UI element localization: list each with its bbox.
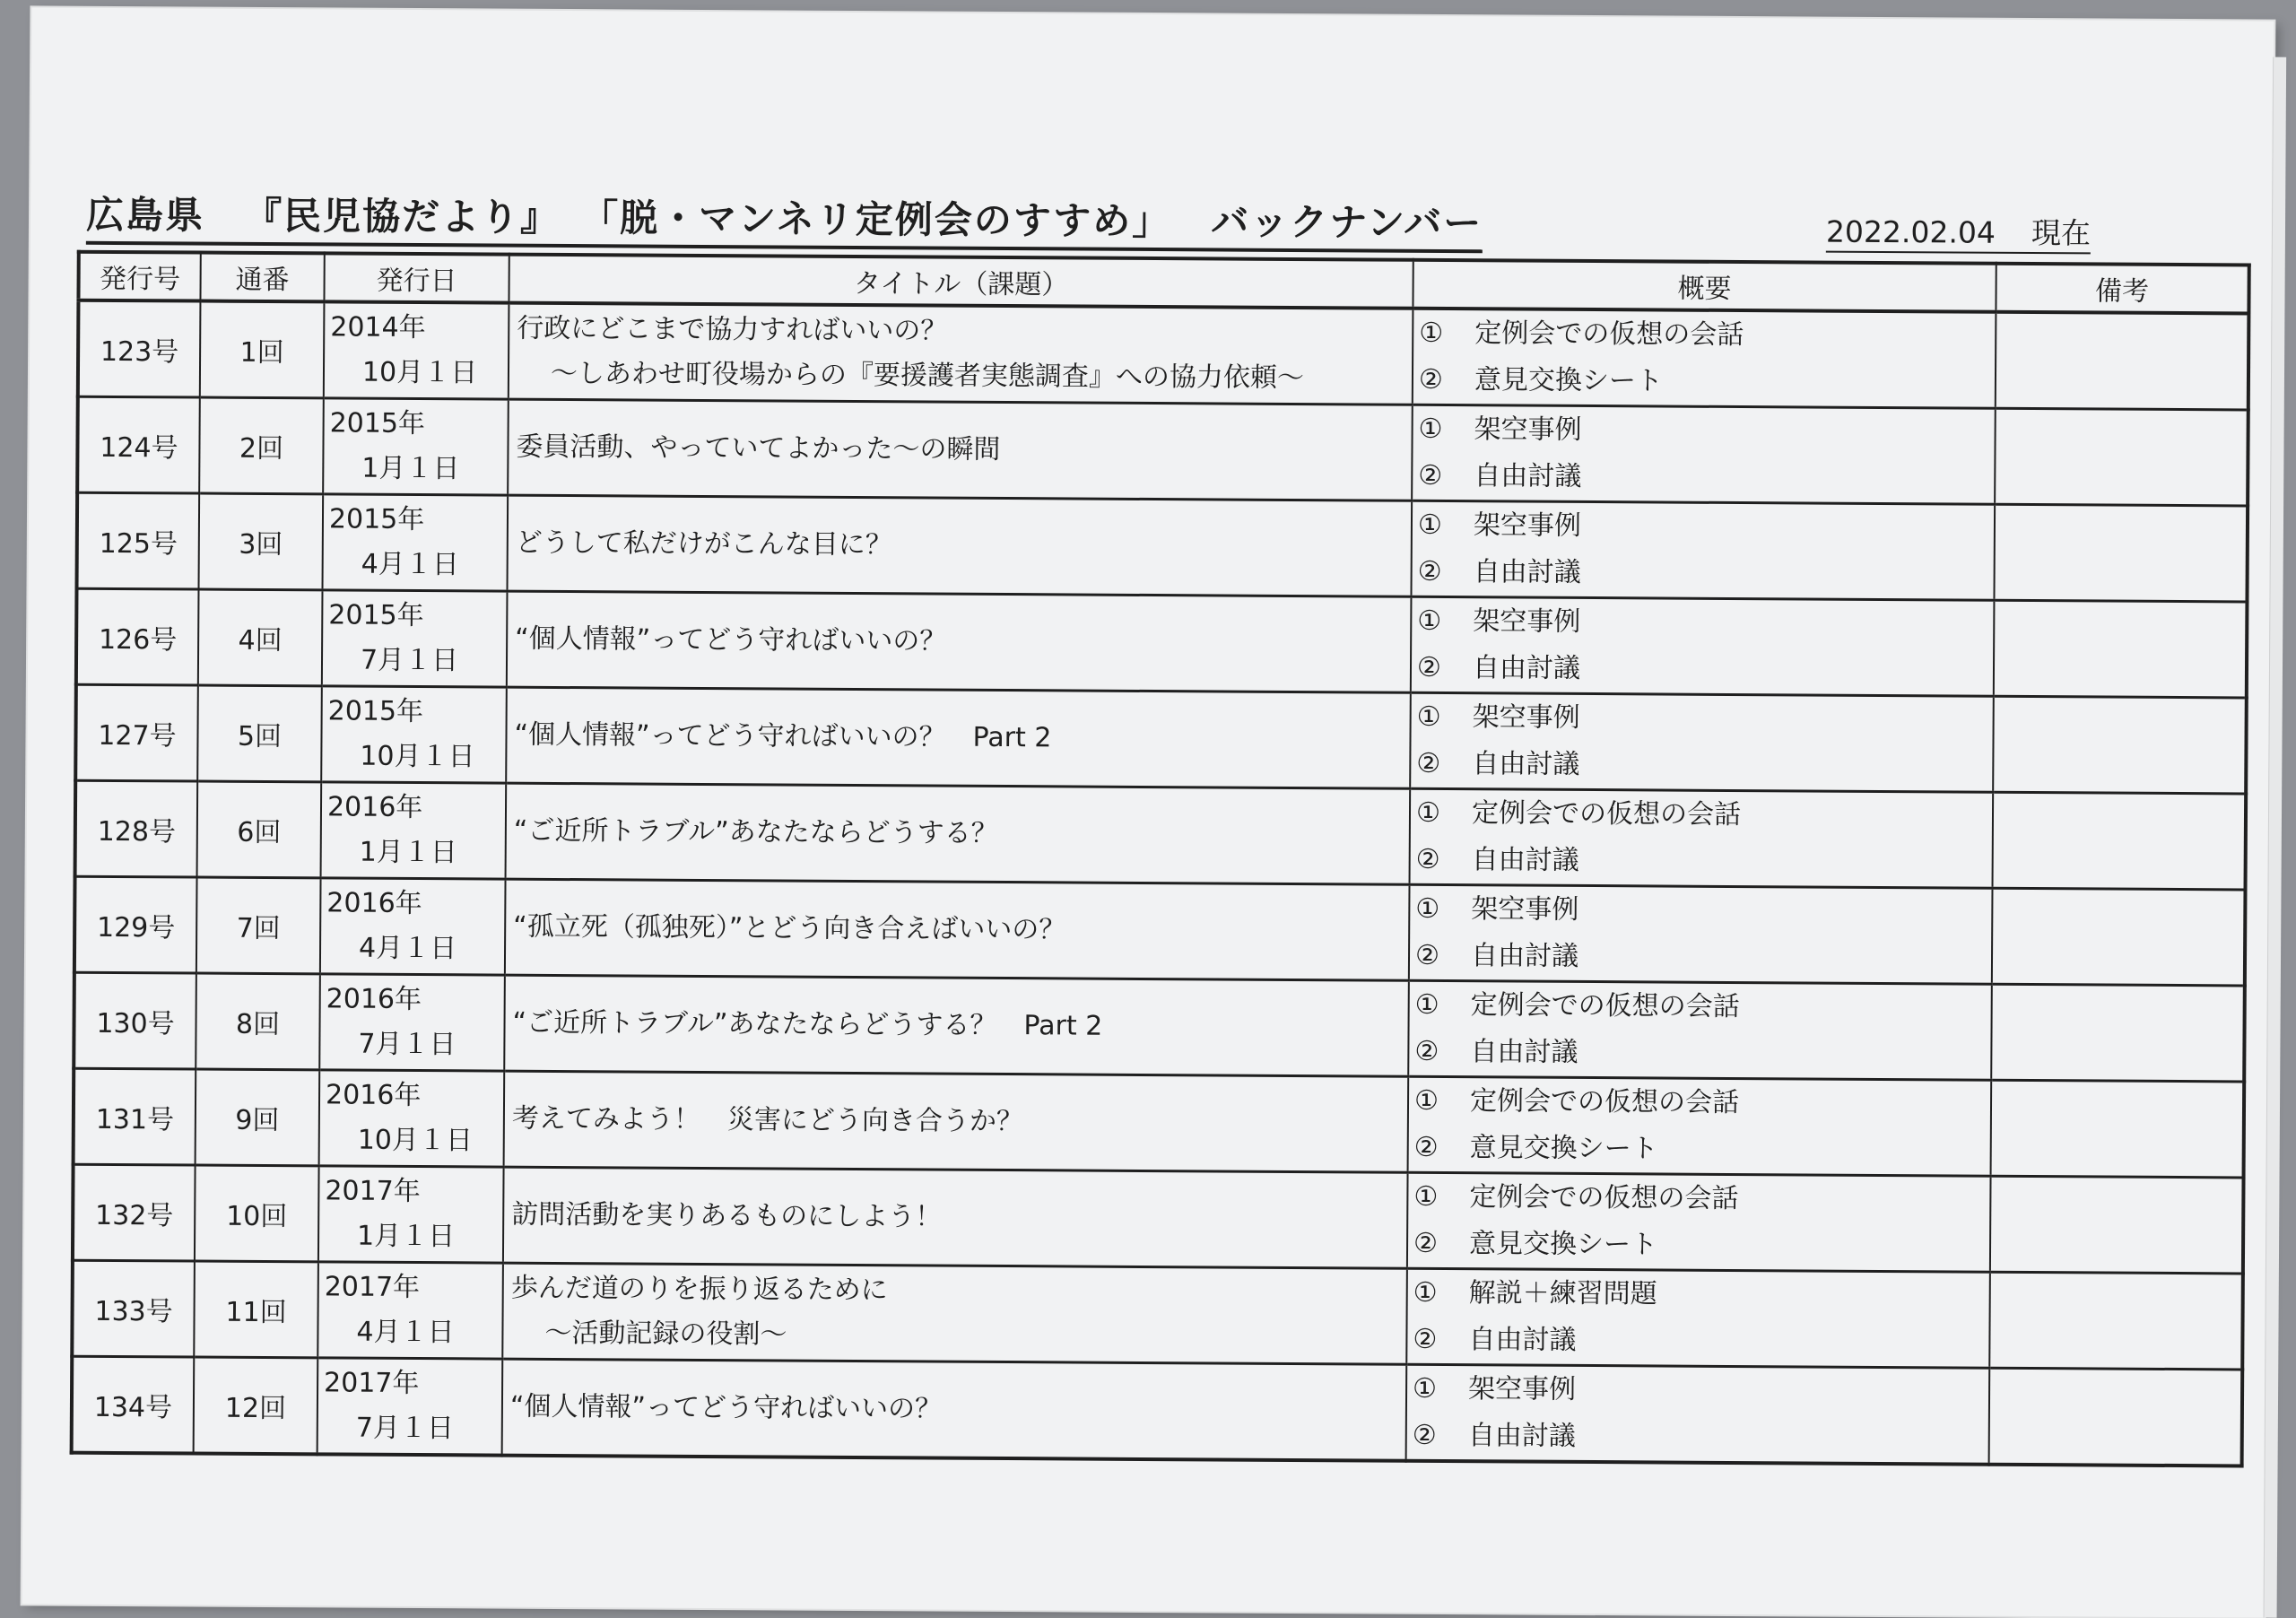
- issue-year: 2017年: [323, 1367, 420, 1400]
- summary-item-1: [1416, 694, 1992, 744]
- issue-number: 129号: [74, 876, 197, 973]
- issue-year: 2015年: [327, 695, 424, 728]
- summary-item-1-text: 解説＋練習問題: [1468, 1277, 1657, 1310]
- col-header-seq: 通番: [200, 253, 324, 302]
- issue-year: 2016年: [325, 1079, 422, 1112]
- issue-number: 124号: [77, 396, 200, 493]
- serial-number: 10回: [195, 1165, 319, 1262]
- issue-date: [318, 1166, 504, 1263]
- summary-item-2: [1417, 549, 1993, 599]
- summary-item-1-text: 架空事例: [1471, 893, 1579, 926]
- issue-year: 2014年: [330, 311, 426, 344]
- summary: [1409, 884, 1993, 984]
- issue-date: [323, 398, 509, 495]
- table-row: [77, 396, 2248, 506]
- summary: [1406, 1268, 1990, 1368]
- title-prefecture: 広島県: [85, 192, 205, 238]
- topic-title-main: “孤立死（孤独死）”とどう向き合えばいいの？: [513, 910, 1066, 946]
- document-title: [86, 186, 1483, 254]
- summary-item-1: [1417, 598, 1993, 648]
- topic-title-main: 行政にどこまで協力すればいいの？: [517, 312, 948, 347]
- as-of-date: [1826, 209, 2091, 255]
- serial-number: 8回: [196, 973, 320, 1070]
- issue-number: 125号: [77, 492, 200, 589]
- issue-monthday: 4月１日: [361, 548, 459, 581]
- summary-item-2-text: 自由討議: [1468, 1324, 1577, 1356]
- summary-item-1-text: 架空事例: [1467, 1373, 1577, 1405]
- issue-monthday: 7月１日: [358, 1028, 457, 1061]
- summary-item-1-num: ①: [1419, 317, 1444, 350]
- document-header: [86, 177, 2257, 262]
- summary-item-1: [1413, 1366, 1988, 1416]
- issue-date: [322, 494, 508, 591]
- issue-year: 2016年: [326, 983, 422, 1016]
- remarks: [1996, 312, 2249, 410]
- table-row: [76, 588, 2248, 698]
- summary-item-2-num: ②: [1413, 1131, 1439, 1163]
- summary-item-1: [1416, 790, 1992, 840]
- summary-item-2-num: ②: [1413, 1227, 1439, 1259]
- summary-item-2-text: 自由討議: [1467, 1420, 1576, 1452]
- topic-title: [502, 1359, 1407, 1461]
- topic-title: [509, 303, 1413, 405]
- issue-year: 2015年: [328, 599, 424, 632]
- remarks: [1989, 1272, 2243, 1370]
- serial-number: 12回: [194, 1357, 318, 1454]
- summary-item-2-text: 自由討議: [1473, 556, 1581, 588]
- issue-number: 134号: [72, 1356, 195, 1453]
- summary: [1408, 980, 1992, 1080]
- summary-item-2-text: 自由討議: [1471, 844, 1579, 876]
- summary-item-2: [1417, 645, 1993, 695]
- summary-item-1: [1413, 1174, 1989, 1224]
- issue-number: 128号: [75, 780, 198, 877]
- summary-item-1: [1418, 502, 1994, 552]
- issue-monthday: 1月１日: [356, 1220, 456, 1253]
- topic-title: [507, 495, 1412, 596]
- summary-item-1-text: 定例会での仮想の会話: [1469, 1181, 1739, 1215]
- remarks: [1990, 1176, 2244, 1274]
- summary-item-1-text: 定例会での仮想の会話: [1470, 989, 1740, 1023]
- topic-title: [506, 687, 1411, 788]
- remarks: [1994, 600, 2248, 698]
- topic-title-main: どうして私だけがこんな目に？: [515, 526, 892, 561]
- topic-title: [503, 1167, 1408, 1268]
- summary-item-2-text: 自由討議: [1474, 460, 1582, 492]
- remarks: [1993, 792, 2247, 890]
- serial-number: 3回: [199, 493, 324, 590]
- summary-item-1-num: ①: [1413, 1180, 1439, 1213]
- remarks: [1995, 408, 2248, 506]
- table-row: [77, 492, 2248, 602]
- issue-number: 132号: [73, 1164, 196, 1261]
- issue-year: 2016年: [326, 791, 423, 824]
- table-row: [74, 972, 2245, 1082]
- summary-item-2-num: ②: [1414, 939, 1440, 971]
- summary-item-1: [1419, 310, 1995, 361]
- issue-number: 126号: [76, 588, 199, 685]
- topic-title-main: “ご近所トラブル”あなたならどうする？: [513, 814, 998, 849]
- issue-monthday: 7月１日: [355, 1412, 454, 1445]
- serial-number: 9回: [196, 1069, 320, 1166]
- summary-item-1-text: 定例会での仮想の会話: [1474, 318, 1744, 352]
- summary-item-2-num: ②: [1417, 555, 1442, 587]
- issue-monthday: 10月１日: [357, 1124, 474, 1157]
- summary-item-1: [1414, 1078, 1990, 1128]
- serial-number: 5回: [197, 685, 322, 782]
- issue-monthday: 10月１日: [361, 356, 478, 389]
- issue-monthday: 1月１日: [359, 836, 457, 869]
- issue-year: 2015年: [329, 407, 426, 440]
- table-row: [78, 300, 2249, 410]
- summary-item-1: [1415, 886, 1991, 936]
- summary-item-2-num: ②: [1416, 651, 1442, 683]
- summary-item-1-text: 架空事例: [1474, 413, 1582, 446]
- issue-date: [321, 782, 507, 879]
- issue-date: [320, 878, 506, 975]
- col-header-summary: 概要: [1413, 260, 1996, 312]
- topic-title-sub: ～活動記録の役割～: [544, 1317, 787, 1351]
- summary-item-2: [1416, 837, 1992, 887]
- topic-title-sub: ～しあわせ町役場からの『要援護者実態調査』への協力依頼～: [550, 357, 1305, 395]
- summary-item-1-text: 定例会での仮想の会話: [1471, 797, 1742, 831]
- col-header-title: タイトル（課題）: [509, 255, 1413, 309]
- summary: [1411, 596, 1995, 696]
- summary-item-2-text: 自由討議: [1472, 748, 1580, 780]
- summary-item-2-text: 自由討議: [1470, 940, 1579, 972]
- date-suffix: 現在: [2031, 215, 2092, 251]
- table-row: [72, 1260, 2243, 1370]
- topic-title-main: 考えてみよう！ 災害にどう向き合うか？: [511, 1102, 1023, 1138]
- serial-number: 1回: [200, 301, 325, 398]
- table-row: [74, 1068, 2245, 1178]
- issue-date: [319, 974, 505, 1071]
- summary-item-1-num: ①: [1416, 700, 1441, 733]
- summary-item-2-num: ②: [1418, 459, 1443, 491]
- summary-item-2-text: 自由討議: [1470, 1036, 1578, 1068]
- summary-item-1-num: ①: [1415, 796, 1441, 829]
- remarks: [1993, 696, 2247, 794]
- summary-item-2-num: ②: [1413, 1323, 1438, 1355]
- summary-item-1-num: ①: [1417, 605, 1442, 637]
- topic-title: [508, 399, 1413, 500]
- summary-item-2-text: 意見交換シート: [1468, 1228, 1658, 1261]
- backnumber-table: [70, 250, 2251, 1468]
- issue-year: 2015年: [328, 503, 425, 536]
- summary: [1410, 788, 1994, 888]
- remarks: [1994, 504, 2248, 602]
- serial-number: 4回: [198, 589, 323, 686]
- issue-year: 2017年: [325, 1175, 421, 1208]
- title-series: 「脱・マンネリ定例会のすすめ」: [598, 196, 1172, 244]
- table-row: [75, 684, 2247, 794]
- summary-item-2: [1414, 1029, 1990, 1079]
- topic-title: [504, 975, 1409, 1076]
- col-header-note: 備考: [1996, 264, 2248, 314]
- summary-item-1-text: 架空事例: [1473, 509, 1582, 542]
- summary: [1406, 1364, 1990, 1464]
- remarks: [1989, 1368, 2243, 1466]
- summary-item-1-num: ①: [1418, 413, 1443, 445]
- topic-title-main: 委員活動、やっていてよかった～の瞬間: [516, 431, 1001, 465]
- summary-item-1-num: ①: [1413, 1084, 1439, 1117]
- serial-number: 6回: [197, 781, 322, 878]
- issue-number: 131号: [74, 1068, 196, 1165]
- topic-title-main: “個人情報”ってどう守ればいいの？: [515, 622, 947, 657]
- remarks: [1991, 1080, 2245, 1178]
- summary-item-1: [1413, 1270, 1989, 1320]
- summary-item-2: [1416, 741, 1992, 791]
- topic-title: [505, 879, 1410, 980]
- issue-year: 2017年: [324, 1271, 421, 1304]
- summary-item-2-text: 自由討議: [1472, 652, 1581, 684]
- summary-item-1: [1415, 982, 1991, 1032]
- summary-item-1-num: ①: [1415, 892, 1440, 925]
- summary-item-2: [1413, 1221, 1989, 1271]
- table-row: [74, 876, 2246, 986]
- summary: [1411, 500, 1995, 600]
- summary-item-1-text: 架空事例: [1472, 701, 1580, 734]
- issue-monthday: 4月１日: [358, 932, 457, 965]
- issue-date: [319, 1070, 505, 1167]
- col-header-date: 発行日: [324, 253, 509, 302]
- issue-date: [317, 1262, 503, 1359]
- summary-item-1-num: ①: [1412, 1372, 1438, 1405]
- issue-date: [324, 301, 509, 399]
- remarks: [1992, 888, 2246, 986]
- paper-stack-edge: [2264, 57, 2287, 1618]
- topic-title-main: 訪問活動を実りあるものにしよう！: [511, 1198, 943, 1233]
- summary-item-2-text: 意見交換シート: [1469, 1132, 1658, 1165]
- summary-item-2: [1419, 357, 1995, 407]
- summary: [1412, 404, 1996, 504]
- summary-item-2-num: ②: [1415, 843, 1440, 875]
- topic-title-main: “個人情報”ってどう守ればいいの？ Part 2: [514, 718, 1052, 754]
- issue-monthday: 7月１日: [360, 644, 459, 677]
- summary-item-2: [1414, 1125, 1990, 1175]
- table-row: [73, 1164, 2244, 1274]
- table-row: [75, 780, 2247, 890]
- summary-item-2: [1413, 1413, 1988, 1463]
- topic-title: [506, 783, 1411, 884]
- issue-date: [317, 1358, 503, 1456]
- summary: [1410, 692, 1994, 792]
- summary-item-1-text: 架空事例: [1473, 605, 1581, 638]
- summary-item-2-num: ②: [1414, 1035, 1439, 1067]
- issue-number: 123号: [78, 300, 201, 397]
- col-header-issue: 発行号: [78, 252, 200, 301]
- issue-number: 133号: [72, 1260, 195, 1357]
- issue-number: 127号: [75, 684, 198, 781]
- issue-year: 2016年: [326, 887, 422, 920]
- summary-item-1-num: ①: [1413, 1276, 1438, 1309]
- date-value: 2022.02.04: [1825, 213, 1996, 250]
- summary-item-2-num: ②: [1412, 1419, 1437, 1451]
- topic-title: [502, 1263, 1407, 1364]
- issue-date: [322, 590, 508, 687]
- summary: [1407, 1172, 1991, 1272]
- topic-title-main: “個人情報”ってどう守ればいいの？: [509, 1390, 943, 1425]
- title-backnumber: バックナンバー: [1211, 199, 1483, 246]
- summary-item-1: [1418, 406, 1994, 457]
- summary-item-2: [1418, 453, 1994, 503]
- title-newsletter: 『民児協だより』: [243, 193, 561, 239]
- summary-item-2-num: ②: [1416, 747, 1441, 779]
- summary-item-1-num: ①: [1414, 988, 1439, 1021]
- summary: [1408, 1076, 1992, 1176]
- issue-number: 130号: [74, 972, 196, 1069]
- issue-monthday: 10月１日: [360, 740, 475, 773]
- serial-number: 11回: [194, 1261, 318, 1358]
- table-row: [72, 1356, 2243, 1466]
- paper-sheet: [22, 7, 2274, 1617]
- serial-number: 7回: [196, 877, 321, 974]
- summary-item-2-num: ②: [1418, 363, 1443, 396]
- summary-item-2: [1413, 1317, 1988, 1367]
- summary-item-1-text: 定例会での仮想の会話: [1469, 1085, 1740, 1119]
- remarks: [1991, 984, 2245, 1082]
- issue-date: [321, 686, 507, 783]
- summary: [1413, 309, 1996, 408]
- summary-item-2: [1415, 933, 1991, 983]
- topic-title: [507, 591, 1412, 692]
- serial-number: 2回: [199, 397, 324, 494]
- issue-monthday: 1月１日: [361, 452, 460, 485]
- issue-monthday: 4月１日: [356, 1316, 455, 1349]
- summary-item-1-num: ①: [1417, 509, 1442, 541]
- topic-title: [504, 1071, 1409, 1172]
- topic-title-main: 歩んだ道のりを振り返るために: [510, 1272, 888, 1307]
- summary-item-2-text: 意見交換シート: [1474, 364, 1664, 397]
- topic-title-main: “ご近所トラブル”あなたならどうする？ Part 2: [512, 1006, 1103, 1042]
